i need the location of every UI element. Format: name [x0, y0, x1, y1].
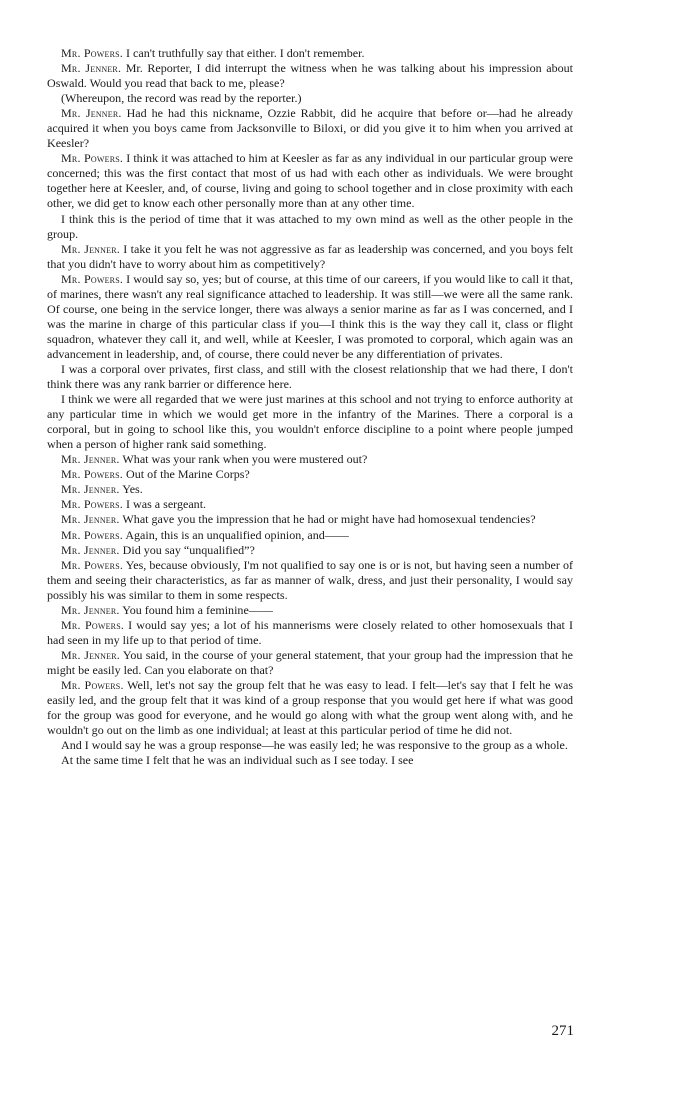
speaker: Mr. Jenner.: [61, 602, 120, 617]
speaker: Mr. Powers.: [61, 151, 124, 166]
utterance: Mr. Reporter, I did interrupt the witness when he was talking about his impression about Oswald. Would you read that back to me, please?: [47, 61, 573, 91]
utterance: Out of the Marine Corps?: [122, 467, 250, 482]
utterance: Well, let's not say the group felt that he was easy to lead. I felt—let's say that I felt he was easily led, and the group felt that it was kind of a group response that you would get here if what was good for the group was good for everyone, and he would go along with what the group went along with, and he wouldn't go out on the limb as one individual; at least at this particular period of time he did not.: [47, 677, 574, 738]
utterance: I would say yes; a lot of his mannerisms were closely related to other homosexuals that I had seen in my life up to that period of time.: [47, 617, 573, 647]
utterance: I can't truthfully say that either. I don't remember.: [122, 46, 365, 60]
utterance: You said, in the course of your general statement, that your group had the impression that he might be easily led. Can you elaborate on that?: [47, 647, 573, 677]
paragraph: [47, 528, 573, 543]
transcript-page: [47, 46, 573, 768]
speaker: Mr. Jenner.: [61, 61, 122, 76]
paragraph: [47, 738, 573, 753]
paragraph: [47, 512, 573, 527]
paragraph: [47, 482, 573, 497]
utterance: I was a sergeant.: [122, 497, 207, 512]
paragraph: [47, 678, 573, 738]
paragraph: [47, 618, 573, 648]
utterance: I think we were all regarded that we were just marines at this school and not trying to enforce authority at any particular time in which we would get more in the infantry of the Marines. There a corporal is a corporal, but in going to school like this, you wouldn't enforce discipline to a point where people jumped when a person of higher rank said something.: [47, 392, 573, 452]
paragraph: [47, 558, 573, 603]
speaker: Mr. Powers.: [61, 677, 124, 692]
paragraph: [47, 151, 573, 211]
speaker: Mr. Jenner.: [61, 512, 120, 527]
utterance: You found him a feminine——: [119, 602, 273, 617]
paragraph: [47, 242, 573, 272]
speaker: Mr. Powers.: [61, 271, 124, 286]
utterance: I take it you felt he was not aggressive as far as leadership was concerned, and you boys felt that you didn't have to worry about him as competitively?: [47, 241, 573, 271]
utterance: I would say so, yes; but of course, at this time of our careers, if you would like to call it that, of marines, there wasn't any real significance attached to leadership. It was still—we were all the same rank. Of course, one being in the service longer, there was always a senior marine as far as I was concerned, and I was the marine in charge of this particular class if you—I think this is the way they call it, class or flight squadron, whatever they call it, and well, while at Keesler, I was promoted to corporal, which again was an advancement in leadership, and, of course, there could never be any differentiation of privates.: [47, 271, 574, 361]
paragraph: [47, 452, 573, 467]
utterance: And I would say he was a group response—he was easily led; he was responsive to the group as a whole.: [61, 738, 568, 753]
speaker: Mr. Powers.: [61, 46, 123, 60]
paragraph: [47, 648, 573, 678]
paragraph: [47, 106, 573, 151]
speaker: Mr. Powers.: [61, 527, 123, 542]
paragraph: [47, 61, 573, 91]
speaker: Mr. Powers.: [61, 617, 125, 632]
utterance: What was your rank when you were mustered out?: [119, 452, 368, 467]
paragraph: [47, 467, 573, 482]
paragraph: [47, 543, 573, 558]
utterance: I was a corporal over privates, first class, and still with the closest relationship that we had there, I don't think there was any rank barrier or difference here.: [47, 361, 573, 392]
utterance: Had he had this nickname, Ozzie Rabbit, did he acquire that before or—had he already acquired it when you boys came from Jacksonville to Biloxi, or did you give it to him when you arrived at Keesler?: [47, 106, 573, 151]
paragraph: [47, 272, 573, 362]
paragraph: [47, 497, 573, 512]
utterance: What gave you the impression that he had or might have had homosexual tendencies?: [119, 512, 536, 527]
paragraph: [47, 46, 573, 61]
speaker: Mr. Powers.: [61, 497, 123, 512]
speaker: Mr. Powers.: [61, 467, 123, 482]
utterance: At the same time I felt that he was an individual such as I see today. I see: [61, 753, 414, 768]
utterance: Yes, because obviously, I'm not qualified to say one is or is not, but having seen a number of them and seeing their characteristics, as far as manner of walk, dress, and just their personality, I would say possibly his was similar to them in some respects.: [47, 557, 574, 602]
utterance: Yes.: [119, 482, 143, 497]
utterance: I think it was attached to him at Keesler as far as any individual in our particular group were concerned; this was the first contact that most of us had with each other as individuals. We were brought together here at Keesler, and, of course, living and going to school together and in close proximity with each other, we did get to know each other personally more than at any other time.: [47, 151, 573, 211]
paragraph: [47, 753, 573, 768]
speaker: Mr. Powers.: [61, 557, 124, 572]
speaker: Mr. Jenner.: [61, 542, 120, 557]
paragraph: [47, 392, 573, 452]
utterance: Did you say “unqualified”?: [119, 542, 255, 557]
speaker: Mr. Jenner.: [61, 241, 120, 256]
record-note: (Whereupon, the record was read by the reporter.): [61, 91, 302, 106]
page-number: 271: [551, 1023, 574, 1039]
utterance: Again, this is an unqualified opinion, and——: [122, 527, 349, 542]
utterance: I think this is the period of time that it was attached to my own mind as well as the other people in the group.: [47, 211, 573, 241]
speaker: Mr. Jenner.: [61, 482, 120, 497]
speaker: Mr. Jenner.: [61, 452, 120, 467]
speaker: Mr. Jenner.: [61, 647, 120, 662]
speaker: Mr. Jenner.: [61, 106, 122, 121]
paragraph: [47, 91, 573, 106]
paragraph: [47, 362, 573, 392]
paragraph: [47, 212, 573, 242]
paragraph: [47, 603, 573, 618]
